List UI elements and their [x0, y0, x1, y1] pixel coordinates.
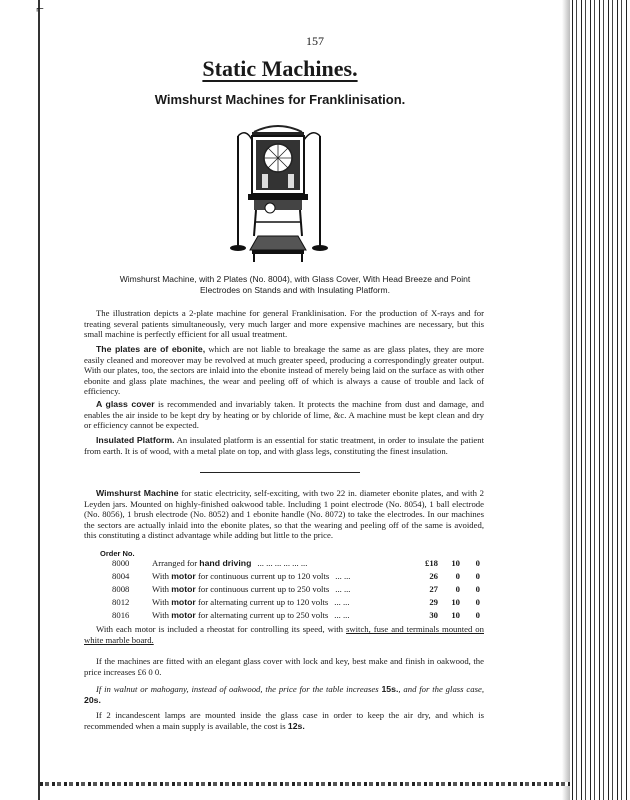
rheostat-text: With each motor is included a rheostat for controlling its speed, with [96, 624, 346, 634]
order-header: Order No. [100, 549, 135, 558]
platform-paragraph [84, 435, 484, 456]
price-table [96, 558, 480, 623]
order-row [96, 597, 480, 610]
page-title: Static Machines. [202, 56, 358, 81]
order-price-pence: 0 [475, 571, 480, 581]
lamps-price: 12s. [287, 720, 305, 731]
machine-heading: Wimshurst Machine [96, 488, 179, 498]
rheostat-underlined-text: switch, fuse and terminals mounted on white marble board. [84, 624, 484, 645]
walnut-price-table: 15s. [381, 684, 399, 694]
section-divider [200, 472, 360, 473]
order-price-shillings: 10 [451, 610, 460, 620]
page-left-edge [38, 0, 40, 800]
order-price-shillings: 0 [455, 584, 460, 594]
order-price-shillings: 10 [451, 597, 460, 607]
page-right-shadow [562, 0, 570, 800]
order-desc-bold: motor [171, 584, 196, 594]
walnut-text: If in walnut or mahogany, instead of oakwood, the price for the table increases [96, 684, 382, 694]
corner-mark-icon: ⌐ [36, 2, 44, 17]
page-right-edge [570, 0, 630, 800]
plates-text: which are not liable to breakage the same as are glass plates, they are more easily cleaned and moreover may be revolved at much greater speed, producing a correspondingly greater output. With our plates, too, the sectors are inlaid into the ebonite instead of merely being laid on the surface as with other ebonite and glass plate machines, the wear and peeling off of which is always a cause of trouble and lack of efficiency. [84, 344, 484, 396]
page-number: 157 [306, 34, 324, 48]
order-desc-suffix: for continuous current up to 250 volts [195, 584, 330, 594]
order-leader-dots: ... ... [334, 610, 350, 620]
order-desc-prefix: With [152, 610, 172, 620]
order-desc-prefix: With [152, 597, 172, 607]
order-leader-dots: ... ... [335, 584, 351, 594]
order-leader-dots: ... ... ... ... ... ... [257, 558, 308, 568]
order-description [152, 558, 410, 571]
order-desc-suffix: for continuous current up to 120 volts [195, 571, 330, 581]
rheostat-paragraph [84, 624, 484, 645]
order-row [96, 610, 480, 623]
walnut-text-2: , and for the glass case, [398, 684, 484, 694]
plates-paragraph [84, 344, 484, 397]
caption-line-1: Wimshurst Machine, with 2 Plates (No. 8004), with Glass Cover, With Head Breeze and Point [119, 274, 471, 284]
order-price-pounds: 26 [429, 571, 438, 581]
order-row [96, 558, 480, 571]
order-price-pounds: 29 [429, 597, 438, 607]
figure-caption [90, 274, 500, 296]
order-leader-dots: ... ... [335, 571, 351, 581]
order-price-shillings: 0 [455, 571, 460, 581]
machine-paragraph [84, 488, 484, 541]
page-bottom-edge [40, 782, 570, 786]
order-desc-bold: motor [171, 571, 196, 581]
order-price-pence: 0 [475, 610, 480, 620]
caption-line-2: Electrodes on Stands and with Insulating Platform. [200, 285, 390, 295]
order-row [96, 571, 480, 584]
order-price-pounds: 30 [429, 610, 438, 620]
order-desc-bold: hand driving [199, 558, 252, 568]
order-leader-dots: ... ... [334, 597, 350, 607]
order-price-pence: 0 [475, 584, 480, 594]
walnut-price-case: 20s. [84, 694, 101, 705]
wimshurst-machine-illustration [218, 118, 338, 268]
order-price-pence: 0 [475, 597, 480, 607]
order-number: 8016 [112, 610, 130, 620]
order-desc-suffix: for alternating current up to 120 volts [195, 597, 329, 607]
platform-text: An insulated platform is an essential for static treatment, in order to insulate the patient from earth. It is of wood, with a metal plate on top, and with glass legs, constituting the finest insulation. [84, 435, 485, 456]
page-subtitle: Wimshurst Machines for Franklinisation. [154, 92, 406, 107]
machine-text: for static electricity, self-exciting, with two 22 in. diameter ebonite plates, and with 2 Leyden jars. Mounted on highly-finished oakwood table. Including 1 point electrode (No. 8054), 1 ball electrode (No. 8056), 1 brush electrode (No. 8052) and 1 ebonite handle (No. 8072) to take the electrodes. In our machines the sectors are actually inlaid into the ebonite plates, so that the wearing and peeling off of the same is avoided, this constituting a distinct advantage while adding but little to the price. [84, 488, 484, 540]
order-desc-bold: motor [171, 597, 196, 607]
order-row [96, 584, 480, 597]
order-number: 8004 [112, 571, 130, 581]
cover-price-paragraph: If the machines are fitted with an elegant glass cover with lock and key, best make and finish in oakwood, the price increases £6 0 0. [84, 656, 484, 677]
lamps-text: If 2 incandescent lamps are mounted inside the glass case in order to keep the air dry, and which is recommended when a main supply is available, the cost is [84, 710, 484, 731]
glass-cover-heading: A glass cover [96, 399, 155, 409]
order-number: 8012 [112, 597, 130, 607]
order-desc-suffix: for alternating current up to 250 volts [195, 610, 329, 620]
order-price-pounds: 27 [429, 584, 438, 594]
glass-cover-paragraph [84, 399, 484, 431]
order-description [152, 584, 410, 597]
order-number: 8008 [112, 584, 130, 594]
order-description [152, 610, 410, 623]
order-desc-prefix: With [152, 571, 172, 581]
order-desc-prefix: Arranged for [152, 558, 200, 568]
order-desc-bold: motor [171, 610, 196, 620]
plates-heading: The plates are of ebonite, [96, 344, 206, 354]
order-price-pounds: £18 [424, 558, 438, 568]
order-price-pence: 0 [475, 558, 480, 568]
intro-paragraph: The illustration depicts a 2-plate machine for general Franklinisation. For the production of X-rays and for treating several patients simultaneously, very much larger and more expensive machines are necessary, but this small machine is perfectly efficient for all usual treatment. [84, 308, 484, 339]
order-description [152, 571, 410, 584]
order-number: 8000 [112, 558, 130, 568]
order-price-shillings: 10 [451, 558, 460, 568]
walnut-paragraph [84, 684, 484, 705]
platform-heading: Insulated Platform. [96, 435, 175, 445]
order-description [152, 597, 410, 610]
order-desc-prefix: With [152, 584, 172, 594]
lamps-paragraph [84, 710, 484, 731]
glass-cover-text: is recommended and invariably taken. It protects the machine from dust and damage, and enables the air inside to be kept dry by heating or by chloride of lime, &c. A machine must be kept clean and dry or efficiency cannot be expected. [84, 399, 484, 430]
